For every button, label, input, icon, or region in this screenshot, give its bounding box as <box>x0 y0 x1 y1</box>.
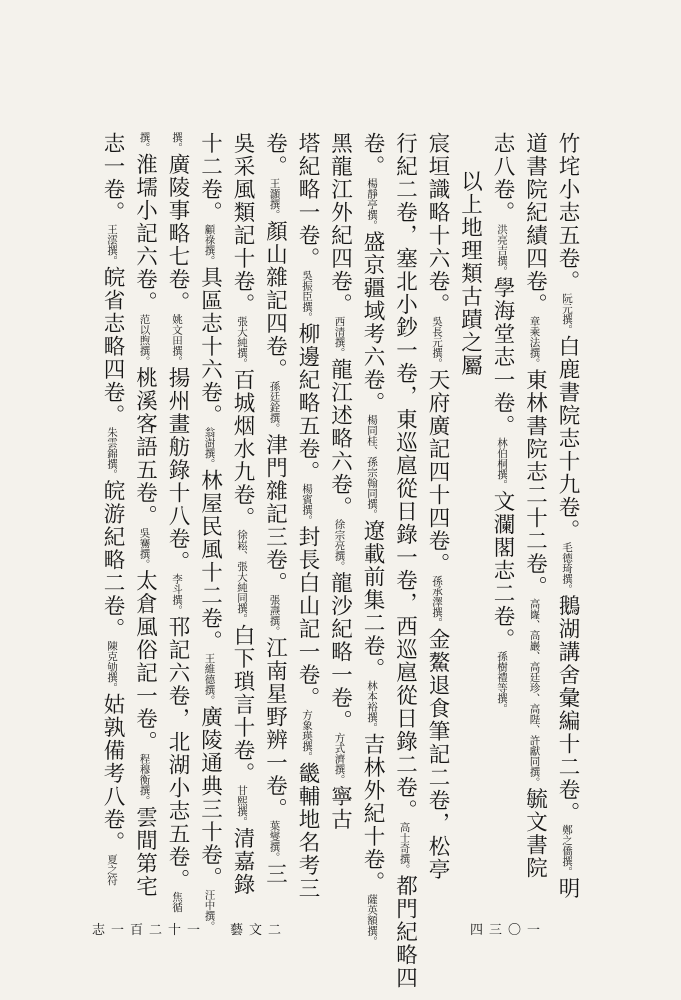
author-note: 張大純撰。 <box>236 316 248 369</box>
entry-text: 白下瑣言十卷。 <box>230 624 255 785</box>
author-note: 王灝撰。 <box>268 178 281 220</box>
author-note: 林本裕撰。 <box>366 680 378 733</box>
author-note: 薩英額撰。 <box>366 894 378 947</box>
entry-text: 淮壖小記六卷。 <box>132 153 158 314</box>
author-note: 王澐撰。 <box>106 224 118 266</box>
author-note: 焦循 <box>171 891 183 913</box>
entry-text: 吳采風類記十卷。 <box>230 132 255 316</box>
entry-text: 太倉風俗記一卷。 <box>132 569 158 754</box>
entry-text: 揚州畫舫錄十八卷。 <box>165 366 190 574</box>
text-column <box>325 132 355 902</box>
entry-text: 桃溪客語五卷。 <box>132 366 158 528</box>
text-column <box>390 132 420 990</box>
entry-text: 三 <box>262 862 288 886</box>
text-column <box>422 132 452 902</box>
author-note: 王維德撰。 <box>203 653 216 706</box>
entry-text: 都門紀略四 <box>392 874 418 990</box>
author-note: 朱雲錦撰。 <box>106 427 118 480</box>
entry-text: 松亭 <box>425 835 450 881</box>
author-note: 鄭之僑撰。 <box>561 824 573 877</box>
author-note: 洪亮吉撰。 <box>496 224 508 277</box>
entry-text: 皖省志略四卷。 <box>100 266 125 427</box>
author-note: 李斗撰。 <box>171 573 183 616</box>
entry-text: 龍沙紀略一卷。 <box>327 571 353 733</box>
author-note: 吳長元撰。 <box>431 316 443 369</box>
author-note: 葉燮撰。 <box>268 820 281 863</box>
author-note: 孫承澤撰。 <box>431 575 443 628</box>
entry-text: 寧古 <box>327 785 353 831</box>
entry-text: 廣陵通典三十卷。 <box>197 705 223 890</box>
entry-text: 顏山雜記四卷。 <box>262 220 288 381</box>
entry-text: 清嘉錄 <box>230 827 255 896</box>
entry-text: 吉林外紀十卷。 <box>360 733 385 894</box>
author-note: 孫樹禮等撰。 <box>496 651 508 714</box>
entry-text: 卷。 <box>262 132 288 178</box>
entry-text: 江南星野辨一卷。 <box>262 636 288 821</box>
author-note: 吳騫撰。 <box>138 527 151 570</box>
author-note: 甘熙撰。 <box>236 785 248 827</box>
author-note: 顧祿撰。 <box>203 224 216 266</box>
author-note: 汪中撰。 <box>203 889 216 932</box>
entry-text: 志一卷。 <box>100 132 125 224</box>
author-note: 陳克劬撰。 <box>106 640 118 693</box>
author-note: 方象瑛撰。 <box>301 709 313 762</box>
author-note: 范以煦撰。 <box>138 314 151 367</box>
text-column <box>455 170 485 940</box>
entry-text: 封長白山記一卷。 <box>295 525 320 710</box>
author-note: 張燾撰。 <box>268 594 281 637</box>
entry-text: 十二卷。 <box>197 132 223 224</box>
entry-text: 雲間第宅 <box>132 806 158 898</box>
entry-text: 文瀾閣志二卷。 <box>490 490 515 651</box>
author-note: 西清撰。 <box>333 316 346 358</box>
entry-text: 白鹿書院志十九卷。 <box>555 335 580 542</box>
entry-text: 盛京疆域考六卷。 <box>360 230 385 415</box>
author-note: 章乘法撰。 <box>528 316 541 369</box>
entry-text: 津門雜記三卷。 <box>262 433 288 595</box>
author-note: 楊賓撰。 <box>301 483 313 526</box>
author-note: 夏之符 <box>106 854 118 886</box>
text-column <box>162 132 192 913</box>
author-note: 撰。 <box>171 132 183 153</box>
footer-section: 藝文二 <box>230 923 288 938</box>
text-column <box>487 132 517 902</box>
author-note: 林伯桐撰。 <box>496 437 508 490</box>
entry-text: 金鰲退食筆記二卷， <box>425 628 450 835</box>
text-column <box>227 132 257 902</box>
text-column <box>260 132 290 902</box>
author-note: 孫廷銓撰。 <box>268 381 281 434</box>
entry-text: 黑龍江外紀四卷。 <box>327 132 353 316</box>
author-note: 撰。 <box>138 132 151 153</box>
entry-text: 竹垞小志五卷。 <box>555 132 580 293</box>
author-note: 高士奇撰。 <box>398 822 411 875</box>
entry-text: 宸垣識略十六卷。 <box>425 132 450 316</box>
text-column <box>130 132 160 902</box>
entry-text: 遼載前集二卷。 <box>360 519 385 681</box>
entry-text: 畿輔地名考三 <box>295 762 320 900</box>
footer-page-number: 四三〇一 <box>470 923 547 938</box>
author-note: 吳振臣撰。 <box>301 270 313 323</box>
text-column <box>97 132 127 902</box>
author-note: 阮元撰。 <box>561 293 573 335</box>
footer-volume: 志一百二十一 <box>92 923 207 938</box>
author-note: 楊靜亭撰。 <box>366 178 378 231</box>
entry-text: 明 <box>555 877 580 900</box>
text-column <box>292 132 322 902</box>
entry-text: 塔紀略一卷。 <box>295 132 320 270</box>
author-note: 毛德琦撰。 <box>561 542 573 595</box>
entry-text: 道書院紀績四卷。 <box>522 132 548 316</box>
entry-text: 毓文書院 <box>522 787 548 880</box>
text-column <box>552 132 582 902</box>
entry-text: 皖游紀略二卷。 <box>100 479 125 641</box>
entry-text: 卷。 <box>360 132 385 178</box>
author-note: 程穆衡撰。 <box>138 753 151 806</box>
entry-text: 百城烟水九卷。 <box>230 368 255 530</box>
entry-text: 林屋民風十二卷。 <box>197 469 223 653</box>
entry-text: 東林書院志二十二卷。 <box>522 368 548 599</box>
entry-text: 鵝湖講舍彙編十二卷。 <box>555 594 580 825</box>
entry-text: 具區志十六卷。 <box>197 266 223 427</box>
author-note: 楊同桂、孫宗翰同撰。 <box>366 414 378 520</box>
text-column <box>520 132 550 902</box>
entry-text: 邗記六卷，北湖小志五卷。 <box>165 615 190 892</box>
author-note: 翁澍撰。 <box>203 427 216 469</box>
author-note: 徐崧、張大純同撰。 <box>236 529 248 624</box>
entry-text: 志八卷。 <box>490 132 515 224</box>
text-column <box>195 132 225 932</box>
author-note: 徐宗亮撰。 <box>333 519 346 572</box>
entry-text: 學海堂志一卷。 <box>490 276 515 438</box>
text-column <box>357 132 387 947</box>
author-note: 姚文田撰。 <box>171 314 183 367</box>
entry-text: 以上地理類古蹟之屬 <box>457 170 483 377</box>
entry-text: 龍江述略六卷。 <box>327 358 353 519</box>
entry-text: 廣陵事略七卷。 <box>165 153 190 314</box>
author-note: 方式濟撰。 <box>333 732 346 785</box>
entry-text: 姑孰備考八卷。 <box>100 693 125 854</box>
author-note: 高嶐、高巖、高廷珍、高陛、許獻同撰。 <box>528 598 541 788</box>
entry-text: 天府廣記四十四卷。 <box>425 368 450 576</box>
entry-text: 行紀二卷，塞北小鈔一卷，東巡扈從日錄一卷，西巡扈從日錄二卷。 <box>392 132 418 822</box>
entry-text: 柳邊紀略五卷。 <box>295 322 320 484</box>
